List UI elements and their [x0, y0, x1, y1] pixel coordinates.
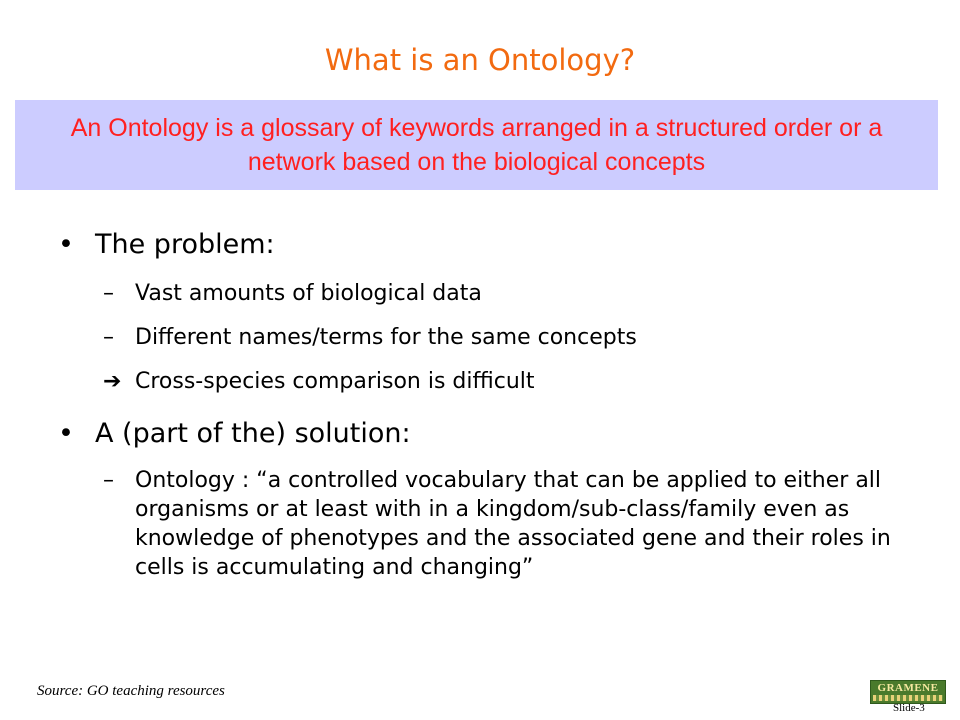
bullet-mark: •: [58, 418, 74, 449]
dash-mark: –: [103, 281, 114, 306]
slide-number: Slide-3: [893, 702, 925, 714]
logo-text: GRAMENE: [877, 682, 939, 694]
source-note: Source: GO teaching resources: [37, 683, 225, 699]
slide-content: [0, 225, 960, 582]
sub-bullet: [0, 323, 960, 352]
sub-bullet: [0, 279, 960, 308]
sub-bullet: [0, 466, 960, 582]
definition-text: An Ontology is a glossary of keywords arranged in a structured order or a network based on the biological concepts: [70, 114, 883, 176]
arrow-right-icon: ➔: [103, 369, 122, 394]
gramene-logo: [870, 680, 946, 704]
sub-bullet-text: Different names/terms for the same concepts: [135, 325, 637, 350]
logo-band: [873, 695, 943, 701]
sub-bullet-text: Vast amounts of biological data: [135, 281, 482, 306]
bullet-solution: [0, 414, 960, 454]
bullet-solution-text: A (part of the) solution:: [95, 418, 411, 449]
dash-mark: –: [103, 325, 114, 350]
bullet-mark: •: [58, 229, 74, 260]
bullet-problem-text: The problem:: [95, 229, 275, 260]
sub-bullet-arrow: [0, 367, 960, 396]
slide-title: What is an Ontology?: [324, 43, 636, 77]
bullet-problem: [0, 225, 960, 265]
sub-bullet-text: Cross-species comparison is difficult: [135, 369, 535, 394]
definition-box: [15, 100, 938, 190]
sub-bullet-text: Ontology : “a controlled vocabulary that can be applied to either all organisms or at least with in a kingdom/sub-class/family even as knowledge of phenotypes and the associated gene and their roles in cells is accumulating and changing”: [135, 468, 891, 580]
dash-mark: –: [103, 468, 114, 493]
